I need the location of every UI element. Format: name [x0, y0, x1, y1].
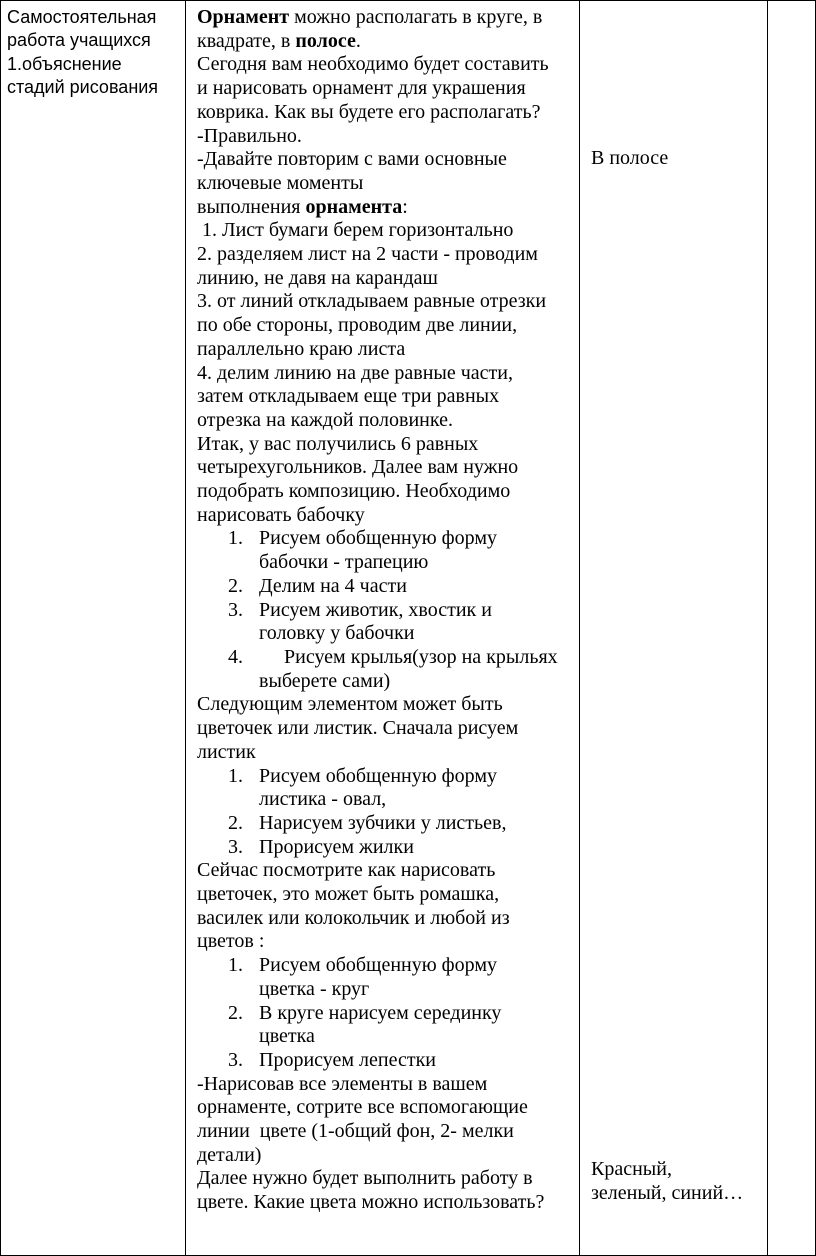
list-text: цветка - круг	[259, 977, 370, 1000]
stage-line: Самостоятельная	[7, 7, 157, 27]
text-line: Далее нужно будет выполнить работу в	[197, 1167, 533, 1190]
list-item	[197, 646, 577, 693]
intro-line-2	[197, 30, 577, 54]
list-text: Рисуем животик, хвостик и	[259, 598, 492, 621]
list-text: Прорисуем жилки	[259, 835, 414, 858]
text: выполнения	[197, 195, 306, 218]
list-item	[197, 1002, 577, 1049]
answer-line: Красный,	[591, 1158, 672, 1180]
text-line: цвете. Какие цвета можно использовать?	[197, 1191, 545, 1214]
list-text: Делим на 4 части	[259, 574, 407, 597]
step-line: подобрать композицию. Необходимо	[197, 480, 511, 503]
list-item	[197, 836, 577, 860]
list-item	[197, 527, 577, 574]
step-line: по обе стороны, проводим две линии,	[197, 314, 518, 337]
text-line: ключевые моменты	[197, 171, 364, 194]
list-number: 4.	[228, 645, 243, 668]
list-number: 2.	[228, 811, 243, 834]
text-line: Сейчас посмотрите как нарисовать	[197, 859, 496, 882]
column-divider-2	[579, 1, 580, 1255]
list-number: 3.	[228, 835, 243, 858]
text-line: Следующим элементом может быть	[197, 693, 503, 716]
list-text: Рисуем обобщенную форму	[259, 954, 497, 977]
stage-line: 1.объяснение	[7, 53, 122, 74]
text-line: и нарисовать орнамент для украшения	[197, 77, 526, 100]
list-number: 2.	[228, 1001, 243, 1024]
text-line: орнаменте, сотрите все вспомогающие	[197, 1096, 528, 1119]
list-text: бабочки - трапецию	[259, 551, 429, 574]
list-item	[197, 812, 577, 836]
list-number: 1.	[228, 764, 243, 787]
answer-line: В полосе	[591, 147, 669, 169]
ornament-term-2: орнамента	[305, 195, 403, 218]
text-line: детали)	[197, 1143, 262, 1166]
intro-text: квадрате, в	[197, 29, 296, 52]
text-line: цветочек, это может быть ромашка,	[197, 883, 500, 906]
list-item	[197, 765, 577, 812]
step-line: четырехугольников. Далее вам нужно	[197, 456, 519, 479]
list-text: листика - овал,	[259, 788, 387, 811]
list-text: В круге нарисуем серединку	[259, 1001, 502, 1024]
list-item	[197, 1049, 577, 1073]
teacher-activity-cell	[197, 6, 577, 1215]
list-item	[197, 599, 577, 646]
step-line: Итак, у вас получились 6 равных	[197, 432, 479, 455]
text: :	[402, 195, 408, 218]
step-line: 3. от линий откладываем равные отрезки	[197, 290, 547, 313]
stage-line: работа учащихся	[7, 30, 151, 51]
list-number: 1.	[228, 527, 243, 550]
list-text: Рисуем крылья(узор на крыльях	[259, 645, 558, 668]
step-line: отрезка на каждой половинке.	[197, 408, 453, 431]
step-line: затем откладываем еще три равных	[197, 385, 500, 408]
stage-cell	[7, 6, 179, 99]
column-divider-3	[767, 1, 768, 1255]
step-line: параллельно краю листа	[197, 337, 406, 360]
student-answer-2	[591, 1158, 771, 1205]
step-line: линию, не давя на карандаш	[197, 266, 438, 289]
list-text: Прорисуем лепестки	[259, 1048, 437, 1071]
step-line: 2. разделяем лист на 2 части - проводим	[197, 243, 538, 266]
text-line: -Правильно.	[197, 124, 302, 147]
list-text: цветка	[259, 1025, 315, 1048]
intro-text: .	[355, 29, 361, 52]
step-line: нарисовать бабочку	[197, 503, 365, 526]
text-line: василек или колокольчик и любой из	[197, 906, 510, 929]
list-text: головку у бабочки	[259, 622, 415, 645]
list-number: 3.	[228, 1048, 243, 1071]
intro-line-1	[197, 6, 577, 30]
text-line: цветочек или листик. Сначала рисуем	[197, 717, 519, 740]
list-text: Рисуем обобщенную форму	[259, 764, 497, 787]
step-line: 1. Лист бумаги берем горизонтально	[197, 219, 514, 242]
list-text: Рисуем обобщенную форму	[259, 527, 497, 550]
exec-line	[197, 196, 577, 220]
answer-line: зеленый, синий…	[591, 1181, 744, 1204]
list-text: Нарисуем зубчики у листьев,	[259, 811, 507, 834]
list-text: выберете сами)	[259, 669, 391, 692]
ornament-term: Орнамент	[197, 6, 290, 28]
text-line: -Нарисовав все элементы в вашем	[197, 1072, 488, 1095]
text-line: -Давайте повторим с вами основные	[197, 148, 507, 171]
step-line: 4. делим линию на две равные части,	[197, 361, 513, 384]
text-line: листик	[197, 740, 256, 763]
text-line: цветов :	[197, 930, 265, 953]
list-number: 1.	[228, 954, 243, 977]
text-line: линии цвете (1-общий фон, 2- мелки	[197, 1120, 514, 1143]
list-item	[197, 954, 577, 1001]
intro-text: можно располагать в круге, в	[289, 6, 543, 28]
text-line: коврика. Как вы будете его располагать?	[197, 100, 541, 123]
list-number: 2.	[228, 574, 243, 597]
list-item	[197, 575, 577, 599]
column-divider-1	[185, 1, 186, 1255]
text-line: Сегодня вам необходимо будет составить	[197, 53, 549, 76]
stage-line: стадий рисования	[7, 76, 159, 97]
stripe-term: полосе	[295, 29, 356, 52]
student-answer-1	[591, 147, 771, 171]
list-number: 3.	[228, 598, 243, 621]
